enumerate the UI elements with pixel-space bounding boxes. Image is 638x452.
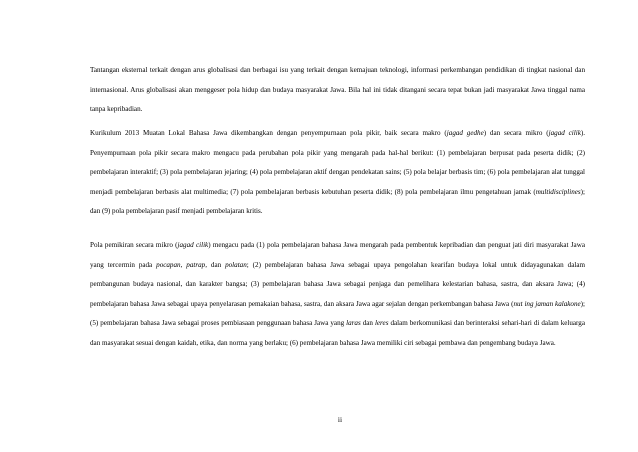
text-run: ) dan secara mikro ( xyxy=(483,129,549,137)
italic-term: jagad cilik xyxy=(177,241,209,249)
text-run: Tantangan eksternal terkait dengan arus globalisasi dan berbagai isu yang terkait dengan kemajuan teknologi, informasi perkembangan pendidikan di tingkat nasional dan internasional. Arus globalisasi akan menggeser pola hidup dan budaya masyarakat Jawa. Bila hal ini tidak ditangani secara tepat bukan jadi masyarakat Jawa tinggal nama tanpa kepribadian. xyxy=(90,66,585,113)
text-run: ) mengacu pada (1) pola pembelajaran bahasa Jawa mengarah pada pembentuk kepribadian dan penguat jati diri masyarakat Jawa yang tercermin pada xyxy=(90,241,585,269)
text-run: dan xyxy=(360,319,375,327)
text-run: ; (2) pembelajaran bahasa Jawa sebagai upaya pengolahan kearifan budaya lokal untuk didayagunakan dalam pembangunan budaya nasional, dan karakter bangsa; (3) pembelajaran bahasa Jawa sebagai penjaga dan pemelihara kelestarian bahasa, sastra, dan aksara Jawa; (4) pembelajaran bahasa Jawa sebagai upaya penyelarasan pemakaian bahasa, sastra, dan aksara Jawa agar sejalan dengan perkembangan bahasa Jawa ( xyxy=(90,260,585,308)
text-run: ); (5) pembelajaran bahasa Jawa sebagai proses pembiasaan penggunaan bahasa Jawa yang xyxy=(90,299,585,327)
text-run: Kurikulum 2013 Muatan Lokal Bahasa Jawa dikembangkan dengan penyempurnaan pola pikir, baik secara makro ( xyxy=(90,129,447,137)
italic-term: laras xyxy=(346,319,361,327)
italic-term: polatan xyxy=(225,260,247,269)
paragraph-micro-thinking xyxy=(90,236,585,353)
text-run: dalam berkomunikasi dan berinteraksi sehari-hari di dalam keluarga dan masyarakat sesuai dengan kaidah, etika, dan norma yang berlaku; (6) pembelajaran bahasa Jawa memiliki ciri sebagai pembawa dan pengembang budaya Jawa. xyxy=(90,319,585,347)
italic-term: jagad cilik xyxy=(548,129,581,137)
text-run: ). Penyempurnaan pola pikir secara makro mengacu pada perubahan pola pikir yang mengarah pada hal-hal berikut: (1) pembelajaran berpusat pada peserta didik; (2) pembelajaran interaktif; (3) pola pembelajaran jejaring; (4) pola pembelajaran aktif dengan pendekatan sains; (5) pola belajar berbasis tim; (6) pola pembelajaran alat tunggal menjadi pembelajaran berbasis alat multimedia; (7) pola pembelajaran berbasis kebutuhan peserta didik; (8) pola pembelajaran ilmu pengetahuan jamak ( xyxy=(90,129,585,196)
text-run: Pola pemikiran secara mikro ( xyxy=(90,241,178,249)
italic-term: leres xyxy=(374,319,389,327)
paragraph-curriculum-macro xyxy=(90,124,585,222)
italic-term: pocapan, patrap, xyxy=(156,260,207,269)
italic-term: nut ing jaman kalakone xyxy=(513,299,581,308)
italic-term: multidisciplines xyxy=(535,187,581,196)
italic-term: jagad gedhe xyxy=(446,129,484,137)
paragraph-external-challenges xyxy=(90,61,585,120)
text-run: ); dan (9) pola pembelajaran pasif menjadi pembelajaran kritis. xyxy=(90,187,585,215)
page-number: ii xyxy=(337,415,343,424)
text-run: dan xyxy=(206,260,226,269)
